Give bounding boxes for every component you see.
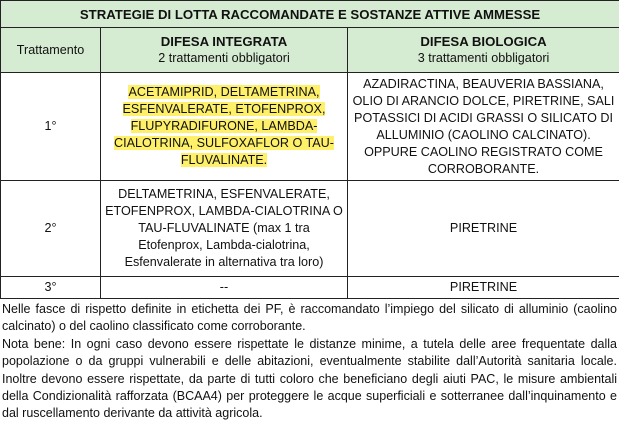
row-number: 1° — [1, 73, 101, 181]
row-number: 2° — [1, 181, 101, 277]
integrated-header-title: DIFESA INTEGRATA — [160, 34, 288, 49]
biological-cell: PIRETRINE — [348, 181, 619, 277]
table-row — [1, 277, 619, 299]
integrated-cell — [101, 73, 348, 181]
integrated-cell: DELTAMETRINA, ESFENVALERATE, ETOFENPROX, LAMBDA-CIALOTRINA O TAU-FLUVALINATE (max 1 tra Etofenprox, Lambda-cialotrina, Esfenvalerate in alternativa tra loro) — [101, 181, 348, 277]
note-paragraph: Nelle fasce di rispetto definite in etichetta dei PF, è raccomandato l’impiego del silicato di alluminio (caolino calcinato) o del caolino classificato come corroborante. — [2, 302, 617, 334]
biological-cell: PIRETRINE — [348, 277, 619, 299]
integrated-header-subtitle: 2 trattamenti obbligatori — [158, 51, 290, 65]
integrated-cell: -- — [101, 277, 348, 299]
table-row — [1, 73, 619, 181]
note-paragraph: Nota bene: In ogni caso devono essere rispettate le distanze minime, a tutela delle aree frequentate dalla popolazione o da gruppi vulnerabili e delle abitazioni, eventualmente stabilite dall’Autorità sanitaria locale. Inoltre devono essere rispettate, da parte di tutti coloro che beneficiano degli aiuti PAC, le misure ambientali della Condizionalità rafforzata (BCAA4) per proteggere le acque superficiali e sotterranee dall’inquinamento e dal ruscellamento derivante da attività agricola. — [2, 336, 617, 421]
biological-header — [348, 28, 619, 73]
biological-header-subtitle: 3 trattamenti obbligatori — [417, 51, 550, 65]
treatment-header-label: Trattamento — [16, 42, 85, 57]
treatment-header — [1, 28, 101, 73]
highlighted-substances: ACETAMIPRID, DELTAMETRINA, ESFENVALERATE, ETOFENPROX, FLUPYRADIFURONE, LAMBDA-CIALOTRINA, SULFOXAFLOR O TAU-FLUVALINATE. — [114, 85, 334, 167]
row-number: 3° — [1, 277, 101, 299]
table-title: STRATEGIE DI LOTTA RACCOMANDATE E SOSTANZE ATTIVE AMMESSE — [1, 1, 619, 28]
integrated-header — [101, 28, 348, 73]
table-row — [1, 181, 619, 277]
biological-cell: AZADIRACTINA, BEAUVERIA BASSIANA, OLIO DI ARANCIO DOLCE, PIRETRINE, SALI POTASSICI DI ACIDI GRASSI O SILICATO DI ALLUMINIO (CAOLINO CALCINATO). OPPURE CAOLINO REGISTRATO COME CORROBORANTE. — [348, 73, 619, 181]
notes-section — [2, 301, 617, 423]
biological-header-title: DIFESA BIOLOGICA — [420, 34, 547, 49]
